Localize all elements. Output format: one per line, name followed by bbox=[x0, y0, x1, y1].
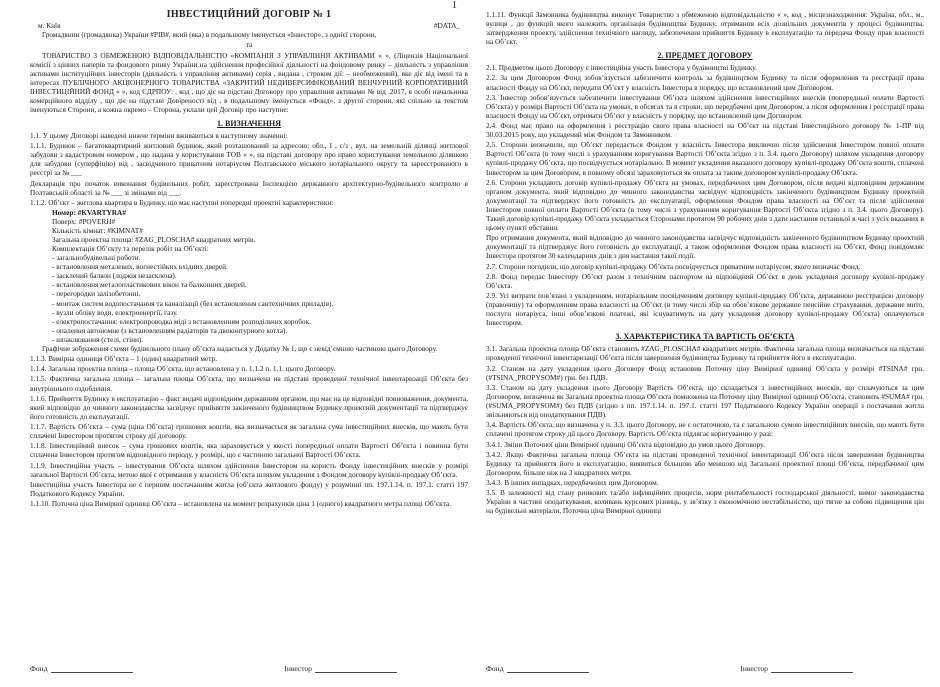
list-item: - перегородки залізобетонні. bbox=[52, 289, 141, 299]
paragraph-2-6-note: Про отримання документа, який відповідно до чинного законодавства засвідчує відповідність закінченого будівництвом Будинку проектній документації та підтверджує його готовність до експлуатації, а також оформлення Фондом права власності на Об’єкт, Фонд повідомляє Інвестора протягом 30 календарних днів з дня настання такої події. bbox=[486, 233, 924, 261]
paragraph-2-5: 2.5. Сторони визначили, що Об’єкт передається Фондом у власність Інвестора виключно після здійснення Інвестором повної оплати Вартості Об’єкта (в тому числі з урахуванням коригування Вартості Об’єкта згідно з п. 3.4. цього Договору) шляхом укладення договору купівлі-продажу Об’єкта, що посвідчується нотаріально. В момент укладення вказаного договору купівлі-продажу Об’єкта кошти, сплачені Інвестором за цим Договором, в повному обсязі зараховуються як оплата за таким договором купівлі-продажу Об’єкта. bbox=[486, 140, 924, 177]
prop-rooms: Кількість кімнат: #KIMNAT# bbox=[52, 226, 143, 236]
city: м. Київ bbox=[38, 21, 61, 31]
section-2-title: 2. ПРЕДМЕТ ДОГОВОРУ bbox=[657, 51, 753, 61]
paragraph-3-4-2: 3.4.2. Якщо Фактична загальна площа Об’єкта на підставі проведеної технічної інвентаризації Об’єкта після завершення будівництва Будинку та прийняття його в експлуатацію, виявиться більшою або меншою від Загальної проектної площі Об’єкта, передбаченої цим Договором, більше ніж на 3 квадратних метри. bbox=[486, 449, 924, 477]
paragraph-1-1-10: 1.1.10. Поточна ціна Вимірної одиниці Об’єкта – встановлена на момент розрахунків ціна 1 (одного) квадратного метра площі Об’єкта. bbox=[30, 499, 451, 509]
paragraph-2-8: 2.8. Фонд передає Інвестору Об’єкт разом з технічним паспортом на відповідний Об’єкт в день укладення договору купівлі-продажу Об’єкта. bbox=[486, 271, 924, 290]
paragraph-1-1-7: 1.1.7. Вартість Об’єкта – сума (ціна Об’єкта) грошових коштів, яка визначається як загальна сума інвестиційних внесків, що мають бути сплачені Інвестором протягом строку дії договору. bbox=[30, 422, 468, 441]
list-item: - опалення автономне (з встановленням радіаторів та двоконтурного котла). bbox=[52, 325, 288, 335]
right-column bbox=[486, 10, 924, 517]
paragraph-1-1-5: 1.1.5. Фактична загальна площа – загальна площа Об’єкта, що визначена на підставі проведеної технічної інвентаризації Об’єкта без внутрішнього оздоблення. bbox=[30, 374, 468, 393]
left-signature-footer bbox=[30, 664, 397, 673]
paragraph-1-1-8: 1.1.8. Інвестиційний внесок – сума грошових коштів, яка зараховується у якості попередньої оплати Вартості Об’єкта і повинна бути сплачена Інвестором протягом відповідного періоду, у розмірі, що є частиною загальної Вартості Об’єкта. bbox=[30, 441, 468, 460]
paragraph-2-4: 2.4. Фонд має право на оформлення і реєстрацію свого права власності на Об’єкт на підставі Інвестиційного договору № 1-ПР від 30.03.2015 року, що укладений між Фондом та Замовником. bbox=[486, 121, 924, 140]
paragraph-3-2: 3.2. Станом на дату укладення цього Договору Фонд встановив Поточну ціну Вимірної одиниці Об’єкта у розмірі #TSINA# грн. (#TSINA_PROPYSOM#) грн. без ПДВ. bbox=[486, 363, 924, 382]
paragraph-2-1: 2.1. Предметом цього Договору є інвестиційна участь Інвестора у будівництві Будинку. bbox=[486, 63, 757, 73]
paragraph-3-4-3: 3.4.3. В інших випадках, передбачених цим Договором. bbox=[486, 478, 659, 488]
prop-equipment: Комплектація Об’єкту та перелік робіт на Об’єкті: bbox=[52, 244, 209, 254]
prop-floor: Поверх: #POVERH# bbox=[52, 217, 116, 227]
list-item: - монтаж систем водопостачання та каналізації (без встановлення сантехнічних приладів). bbox=[52, 298, 334, 308]
intro-and: та bbox=[245, 40, 253, 50]
fund-signature-line bbox=[51, 672, 133, 673]
fund-signature-label: Фонд bbox=[486, 664, 504, 673]
paragraph-1-1-3: 1.1.3. Вимірна одиниця Об’єкта – 1 (один) квадратний метр. bbox=[30, 354, 218, 363]
paragraph-declaration: Декларація про початок виконання будівельних робіт, зареєстрована Інспекцією державного архітектурно-будівельного контролю в Полтавській області за № ___ зі змінами від ___. bbox=[30, 178, 468, 197]
paragraph-1-1: 1.1. У цьому Договорі наведені нижче терміни вживаються в наступному значенні: bbox=[30, 130, 288, 140]
paragraph-1-1-9: 1.1.9. Інвестиційна участь – інвестування Об’єкта шляхом здійснення Інвестором на користь Фонду інвестиційних внесків у розмірі загальної Вартості Об’єкта, метою якої є отримання у власність Об’єкта шляхом укладення з Фондом договору купівлі-продажу Об’єкта. bbox=[30, 460, 468, 479]
list-item: - шпаклювання (стелі, стіни). bbox=[52, 334, 144, 344]
investor-signature-line bbox=[771, 672, 853, 673]
city-date-row bbox=[30, 21, 468, 30]
page-number: 1 bbox=[452, 0, 457, 11]
list-item: - встановлення металевих, вогнестійких вхідних дверей. bbox=[52, 262, 228, 272]
paragraph-2-2: 2.2. За цим Договором Фонд зобов’язується забезпечити контроль за будівництвом Будинку та після оформлення та реєстрації права власності Фонду на Об’єкт, передати Об’єкт у власність Інвестора в порядку, що встановлений цим Договором. bbox=[486, 73, 924, 92]
prop-area: Загальна проектна площа: #ZAG_PLOSCHA# квадратних метрів. bbox=[52, 235, 256, 245]
paragraph-3-1: 3.1. Загальна проектна площа Об’єкта становить #ZAG_PLOSCHA# квадратних метрів. Фактична загальна площа визначається на підставі проведеної технічної інвентаризації Об’єкта після завершення будівництва Будинку та прийняття його в експлуатацію. bbox=[486, 344, 924, 363]
paragraph-1-1-4: 1.1.4. Загальна проектна площа – площа Об’єкта, що встановлена у п. 1.1.2 п. 1.1. цього Договору. bbox=[30, 364, 336, 374]
investor-signature-line bbox=[315, 672, 397, 673]
list-item: - електропостачання: електропроводка міді з встановленням розподільчих коробок. bbox=[52, 316, 311, 326]
date: #DATA_ bbox=[433, 21, 460, 31]
list-item: - встановлення металопластикових вікон та балконних дверей. bbox=[52, 280, 247, 290]
section-3-title: 3. ХАРАКТЕРИСТИКА ТА ВАРТІСТЬ ОБ’ЄКТА bbox=[615, 332, 795, 342]
paragraph-3-3: 3.3. Станом на дату укладення цього Договору Вартість Об’єкта, що складається з інвестиційних внесків, що сплачуються за цим Договором, визначена як Загальна проектна площа Об’єкта помножена на Поточну ціну Вимірної одиниці Об’єкта, становить #SUMA# грн. (#SUMA_PROPYSOM#) без ПДВ (згідно з пп. 197.1.14. п. 197.1. статті 197 Податкового Кодексу України операції з постачання житла звільняються від оподаткування ПДВ). bbox=[486, 382, 924, 419]
paragraph-2-7: 2.7. Сторони погодили, що договір купівлі-продажу Об’єкта посвідчується приватним нотаріусом, якого визначає Фонд. bbox=[486, 261, 861, 271]
paragraph-1-1-11: 1.1.11. Функції Замовника будівництва виконує Товариство з обмеженою відповідальністю « », код , місцезнаходження: Україна, обл., м., вулиця , до функцій якого належить організація будівництва Будинку, отримання всіх дозвільних документів у процесі будівництва, затвердження проекту, здійснення технічного нагляду, забезпечення прийняття Будинку в експлуатацію та передача Фонду прав власності на Об’єкт. bbox=[486, 10, 924, 47]
investor-signature-label: Інвестор bbox=[284, 664, 312, 673]
list-item: - загальнобудівельні роботи. bbox=[52, 253, 141, 263]
investor-signature-label: Інвестор bbox=[740, 664, 768, 673]
paragraph-3-5: 3.5. В залежності від стану ринкових та/або інфляційних процесів, норм рентабельності господарської діяльності, вимог законодавства України в частині оподаткування, коливань курсових різниць, у зв’язку з економічною нестабільністю, що тягне за собою підвищення цін на будівельні матеріали, Поточна ціна Вимірної одиниці bbox=[486, 488, 924, 516]
paragraph-1-1-6: 1.1.6. Прийняття Будинку в експлуатацію – факт видачі відповідним державним органом, що має на це відповідні повноваження, документа, який відповідно до чинного законодавства засвідчує прийняття закінченого будівництвом Будинку проектній документації та підтверджує його готовність до експлуатації. bbox=[30, 393, 468, 421]
paragraph-1-1-2: 1.1.2. Об’єкт – житлова квартира в Будинку, що має наступні попередні проектні характеристики: bbox=[30, 197, 334, 207]
right-signature-footer bbox=[486, 664, 853, 673]
list-item: - вузли обліку води, електроенергії, газу. bbox=[52, 307, 178, 317]
fund-signature-label: Фонд bbox=[30, 664, 48, 673]
intro-fund: ТОВАРИСТВО З ОБМЕЖЕНОЮ ВІДПОВІДАЛЬНІСТЮ «КОМПАНІЯ З УПРАВЛІННЯ АКТИВАМИ « », (Ліцензія Національної комісії з цінних паперів та фондового ринку України на здійснення професійної діяльності на фондовому ринку – діяльність з управління активами інституційних інвесторів (діяльність з управління активами) серія , видана , строком дії: – необмежений), яке діє від імені та в інтересах ПУБЛІЧНОГО АКЦІОНЕРНОГО ТОВАРИСТВА «ЗАКРИТИЙ НЕДИВЕРСИФІКОВАНИЙ ВЕНЧУРНИЙ КОРПОРАТИВНИЙ ІНВЕСТИЦІЙНИЙ ФОНД « », код ЄДРПОУ: , код , що діє на підставі Договору про управління активами № від .2017, в особі начальника комерційного відділу , що діє на підставі Довіреності від , в подальшому іменується «Фонд», з другої сторони, які спільно за текстом іменуються Сторони, а кожна окремо – Сторона, уклали цей Договір про наступне: bbox=[30, 50, 468, 114]
paragraph-2-3: 2.3. Інвестор зобов’язується забезпечити інвестування Об’єкта шляхом здійснення інвестиційних внесків (попередньої оплати Вартості Об’єкта) у розмірі Вартості Об’єкта на умовах, в обсягах та в строки, що передбачені цим Договором, а після оформлення і реєстрації права власності Фонду на Об’єкт, отримати Об’єкт у власність у порядку, що встановлений цим Договором. bbox=[486, 92, 924, 120]
paragraph-scheme: Графічне зображення схеми будівельного плану об’єкта надається у Додатку № 1, що є невід’ємною частиною цього Договору. bbox=[42, 343, 438, 353]
paragraph-3-4: 3.4. Вартість Об’єкта, що визначена у п. 3.3. цього Договору, не є остаточною, та є загальною сумою інвестиційних внесків, що мають бути сплачені протягом строку дії цього Договору. Вартість Об’єкта підлягає коригуванню у разі: bbox=[486, 420, 924, 439]
list-item: - засклений балкон (лоджія незасклена). bbox=[52, 271, 177, 281]
paragraph-2-9: 2.9. Усі витрати пов’язані з укладенням, нотаріальним посвідченням договору купівлі-продажу Об’єкта, державною реєстрацією договору (правочину) та оформленням права власності на Об’єкт (в тому числі збір на обов’язкове державне пенсійне страхування, державне мито, послуги нотаріуса, інші обов’язкові платежі, які існуватимуть на дату укладення договору купівлі-продажу Об’єкта) оплачуються Інвестором. bbox=[486, 291, 924, 328]
intro-investor: Громадянин (громадянка) України #PIB#, який (яка) в подальшому іменується «Інвестор», з однієї сторони, bbox=[42, 30, 377, 40]
paragraph-1-1-1: 1.1.1. Будинок – багатоквартирний житловий будинок, який розташований за адресою: обл., I , с/з , вул. на земельній ділянці житлової забудови з кадастровим номером , що надана у користування ТОВ « », на підставі договору про право користування земельною ділянкою для забудови (суперфіцію) від , засвідченого приватним нотаріусом Полтавського міського нотаріального округу та зареєстрованого в реєстрі за № ___ bbox=[30, 141, 468, 178]
fund-signature-line bbox=[507, 672, 589, 673]
section-1-title: 1. ВИЗНАЧЕННЯ bbox=[217, 118, 281, 128]
paragraph-tax-note: Інвестиційна участь Інвестора не є першим постачанням житла (об’єкта житлового фонду) у розумінні пп. 197.1.14. п. 197.1. статті 197 Податкового Кодексу України. bbox=[30, 479, 468, 498]
paragraph-3-4-1: 3.4.1. Зміни Поточної ціни Вимірної одиниці Об’єкта відповідно до умов цього Договору. bbox=[486, 439, 765, 449]
contract-title: ІНВЕСТИЦІЙНИЙ ДОГОВІР № 1 bbox=[166, 9, 332, 20]
prop-number: Номер: #KVARTYRA# bbox=[52, 208, 126, 218]
left-column bbox=[30, 10, 468, 509]
paragraph-2-6: 2.6. Сторони укладають договір купівлі-продажу Об’єкта на умовах, передбачених цим Договором, після видачі відповідним державним органом документа, який відповідно до чинного законодавства засвідчує відповідність закінченого будівництвом Будинку проектній документації та підтверджує його готовність до експлуатації, оформлення Фондом права власності на Об’єкт та після здійснення Інвестором повної оплати Вартості Об’єкта (в тому числі з урахуванням коригування Вартості Об’єкта згідно з п. 3.4. цього Договору). Такий договір купівлі-продажу Об’єкта укладається Сторонами протягом 90 робочих днів з дати настання останньої в часі з усіх вказаних в цьому пункті обставин. bbox=[486, 177, 924, 232]
